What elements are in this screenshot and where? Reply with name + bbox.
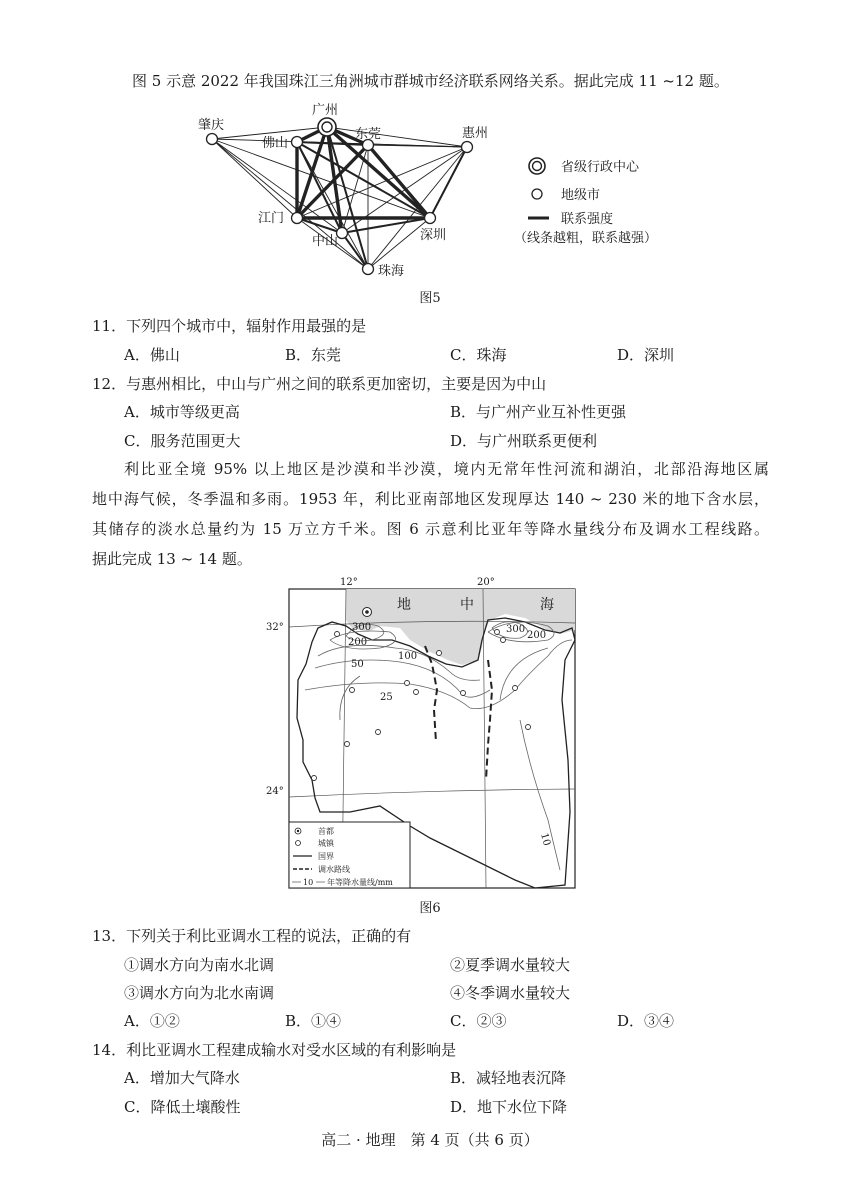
q13-stem: 13．下列关于利比亚调水工程的说法，正确的有 bbox=[92, 927, 412, 945]
q14-stem: 14．利比亚调水工程建成输水对受水区域的有利影响是 bbox=[92, 1041, 457, 1059]
label-huizhou: 惠州 bbox=[462, 126, 489, 141]
lat-label-32: 32° bbox=[266, 622, 284, 633]
legend-town: 城镇 bbox=[318, 839, 334, 848]
q13-statement-3: ③调水方向为北水南调 bbox=[124, 984, 275, 1002]
q14-option-c[interactable]: C．降低土壤酸性 bbox=[124, 1098, 241, 1116]
fig6-legend bbox=[289, 822, 410, 888]
q11-option-d[interactable]: D．深圳 bbox=[617, 346, 675, 364]
legend-border: 国界 bbox=[318, 852, 334, 861]
legend-prefecture: 地级市 bbox=[561, 188, 601, 203]
isohyet-label-300-west: 300 bbox=[352, 622, 372, 633]
label-guangzhou: 广州 bbox=[312, 103, 339, 118]
isohyet-label-200-east: 200 bbox=[527, 630, 547, 641]
legend-route: 调水路线 bbox=[318, 865, 350, 874]
q13-statement-1: ①调水方向为南水北调 bbox=[124, 956, 275, 974]
q12-stem: 12．与惠州相比，中山与广州之间的联系更加密切，主要是因为中山 bbox=[92, 375, 547, 393]
lon-label-12: 12° bbox=[340, 577, 358, 588]
isohyet-label-10: 10 bbox=[538, 831, 553, 848]
q13-option-c[interactable]: C．②③ bbox=[450, 1012, 507, 1030]
q14-option-b[interactable]: B．减轻地表沉降 bbox=[450, 1069, 567, 1087]
legend-strength: 联系强度 bbox=[561, 212, 614, 227]
legend-isohyet: 年等降水量线/mm bbox=[327, 878, 393, 887]
label-zhongshan: 中山 bbox=[312, 234, 339, 249]
passage-line-3: 其储存的淡水总量约为 15 万立方千米。图 6 示意利比亚年等降水量线分布及调水工程线路。 bbox=[92, 520, 769, 538]
isohyet-label-25: 25 bbox=[380, 692, 393, 703]
isohyet-label-50: 50 bbox=[351, 659, 364, 670]
label-zhaoqing: 肇庆 bbox=[198, 118, 225, 133]
label-foshan: 佛山 bbox=[262, 136, 289, 151]
q13-option-b[interactable]: B．①④ bbox=[285, 1012, 342, 1030]
legend-provincial: 省级行政中心 bbox=[561, 160, 640, 175]
q11-stem: 11．下列四个城市中，辐射作用最强的是 bbox=[92, 317, 367, 335]
lon-label-20: 20° bbox=[477, 577, 495, 588]
q13-option-d[interactable]: D．③④ bbox=[617, 1012, 675, 1030]
legend-strength-note: （线条越粗，联系越强） bbox=[514, 231, 658, 246]
q12-option-c[interactable]: C．服务范围更大 bbox=[124, 432, 241, 450]
lat-label-24: 24° bbox=[266, 786, 284, 797]
q14-option-d[interactable]: D．地下水位下降 bbox=[450, 1098, 568, 1116]
label-jiangmen: 江门 bbox=[258, 211, 285, 226]
isohyet-label-100: 100 bbox=[398, 651, 418, 662]
q11-option-b[interactable]: B．东莞 bbox=[285, 346, 342, 364]
q12-option-b[interactable]: B．与广州产业互补性更强 bbox=[450, 403, 627, 421]
q11-option-a[interactable]: A．佛山 bbox=[124, 346, 180, 364]
capital-marker bbox=[363, 608, 372, 617]
q14-option-a[interactable]: A．增加大气降水 bbox=[124, 1069, 240, 1087]
q13-statement-4: ④冬季调水量较大 bbox=[450, 984, 571, 1002]
q13-statement-2: ②夏季调水量较大 bbox=[450, 956, 571, 974]
fig6-caption: 图6 bbox=[419, 901, 441, 916]
label-zhuhai: 珠海 bbox=[378, 264, 405, 279]
q12-option-d[interactable]: D．与广州联系更便利 bbox=[450, 432, 598, 450]
sea-char-1: 地 bbox=[397, 597, 411, 613]
passage-line-4: 据此完成 13 ~ 14 题。 bbox=[92, 550, 252, 568]
passage-line-1: 利比亚全境 95% 以上地区是沙漠和半沙漠，境内无常年性河流和湖泊，北部沿海地区属 bbox=[124, 460, 769, 478]
legend-capital: 首都 bbox=[318, 827, 334, 836]
sea-char-3: 海 bbox=[540, 597, 554, 613]
page-footer: 高二 · 地理 第 4 页（共 6 页） bbox=[321, 1131, 539, 1149]
isohyet-label-200-west: 200 bbox=[348, 637, 368, 648]
label-dongguan: 东莞 bbox=[355, 127, 382, 142]
legend-isohyet-value: 10 bbox=[303, 878, 314, 887]
label-shenzhen: 深圳 bbox=[420, 228, 447, 243]
q12-option-a[interactable]: A．城市等级更高 bbox=[124, 403, 240, 421]
q13-option-a[interactable]: A．①② bbox=[124, 1012, 180, 1030]
q11-option-c[interactable]: C．珠海 bbox=[450, 346, 507, 364]
fig5-intro: 图 5 示意 2022 年我国珠江三角洲城市群城市经济联系网络关系。据此完成 11 ~12 题。 bbox=[132, 72, 729, 90]
passage-line-2: 地中海气候，冬季温和多雨。1953 年，利比亚南部地区发现厚达 140 ~ 230 米的地下含水层， bbox=[92, 490, 769, 508]
isohyet-label-300-east: 300 bbox=[506, 624, 526, 635]
fig5-caption: 图5 bbox=[419, 291, 441, 306]
sea-char-2: 中 bbox=[460, 597, 474, 613]
